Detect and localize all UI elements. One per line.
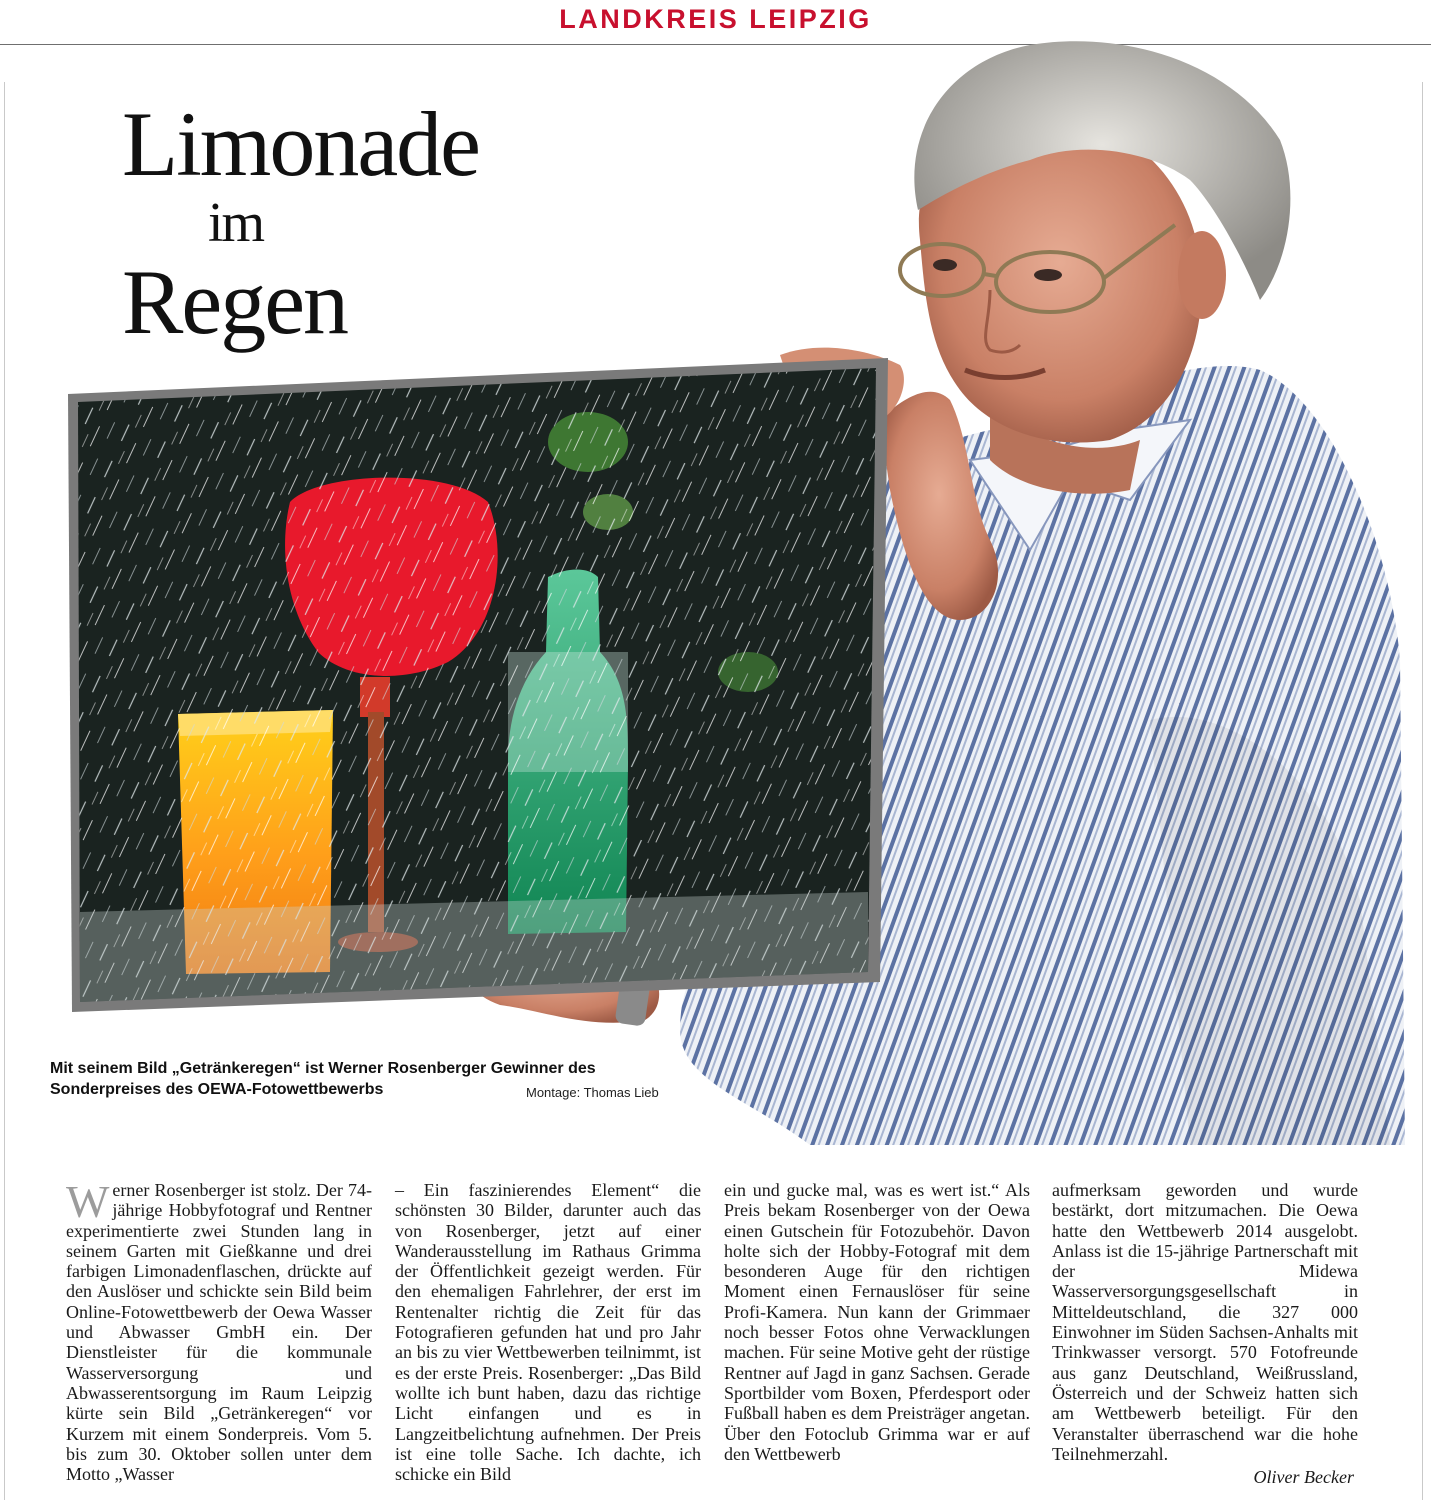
caption-line-1: Mit seinem Bild „Getränkeregen“ ist Werner Rosenberger Gewinner des [50,1060,596,1077]
article-column-4 [1052,1180,1358,1464]
article-author: Oliver Becker [1253,1467,1354,1487]
photo-credit: Montage: Thomas Lieb [526,1085,659,1100]
article-column-3 [724,1180,1030,1464]
section-title: LANDKREIS LEIPZIG [559,4,872,34]
framed-photo-getraenkeregen [68,352,888,1012]
photo-caption [50,1058,690,1100]
headline-line-1: Limonade [122,93,479,195]
article-text-1: erner Rosenberger ist stolz. Der 74-jährige Hobbyfotograf und Rentner experimentierte zwei Stunden lang in seinem Garten mit Gießkanne und drei farbigen Limonadenflaschen, drückte auf den Auslöser und schickte sein Bild beim Online-Fotowettbewerb der Oewa Wasser und Abwasser GmbH ein. Der Dienstleister für die kommunale Wasserversorgung und Abwasserentsorgung im Raum Leipzig kürte sein Bild „Getränkeregen“ vor Kurzem mit einem Sonderpreis. Vom 5. bis zum 30. Oktober sollen unter dem Motto „Wasser [66,1180,372,1485]
article-text-4: aufmerksam geworden und wurde bestärkt, dort mitzumachen. Die Oewa hatte den Wettbewerb 2014 ausgelobt. Anlass ist die 15-jährige Partnerschaft mit der Midewa Wasserversorgungsgesellschaft in Mitteldeutschland, die 327 000 Einwohner im Süden Sachsen-Anhalts mit Trinkwasser versorgt. 570 Fotofreunde aus ganz Deutschland, Weißrussland, Österreich und der Schweiz hatten sich am Wettbewerb beteiligt. Für den Veranstalter überraschend war die hohe Teilnehmerzahl. [1052,1180,1358,1464]
headline-line-2: im [208,192,264,254]
article-column-1 [66,1176,372,1485]
article-text-2: – Ein faszinierendes Element“ die schönsten 30 Bilder, darunter auch das von Rosenberger, jetzt auf einer Wanderausstellung im Rathaus Grimma der Öffentlichkeit gezeigt werden. Für den ehemaligen Fahrlehrer, der erst im Rentenalter richtig die Zeit für das Fotografieren gefunden hat und pro Jahr an bis zu vier Wettbewerben teilnimmt, ist es der erste Preis. Rosenberger: „Das Bild wollte ich bunt haben, dazu das richtige Licht einfangen und es in Langzeitbelichtung aufnehmen. Der Preis ist eine tolle Sache. Ich dachte, ich schicke ein Bild [395,1180,701,1485]
headline-line-3: Regen [122,251,348,353]
page-rule-left [4,82,5,1500]
article-text-3: ein und gucke mal, was es wert ist.“ Als Preis bekam Rosenberger von der Oewa einen Gutschein für Fotozubehör. Davon holte sich der Hobby-Fotograf mit dem besonderen Auge für den richtigen Moment einen Fernauslöser für seine Profi-Kamera. Nun kann der Grimmaer noch besser Fotos ohne Verwacklungen machen. Für seine Motive geht der rüstige Rentner auf Jagd in ganz Sachsen. Gerade Sportbilder vom Boxen, Pferdesport oder Fußball haben es dem Preisträger angetan. Über den Fotoclub Grimma war er auf den Wettbewerb [724,1180,1030,1464]
headline [122,93,479,353]
article-column-2 [395,1180,701,1484]
caption-line-2: Sonderpreises des OEWA-Fotowettbewerbs [50,1081,384,1098]
drop-cap: W [66,1176,110,1227]
